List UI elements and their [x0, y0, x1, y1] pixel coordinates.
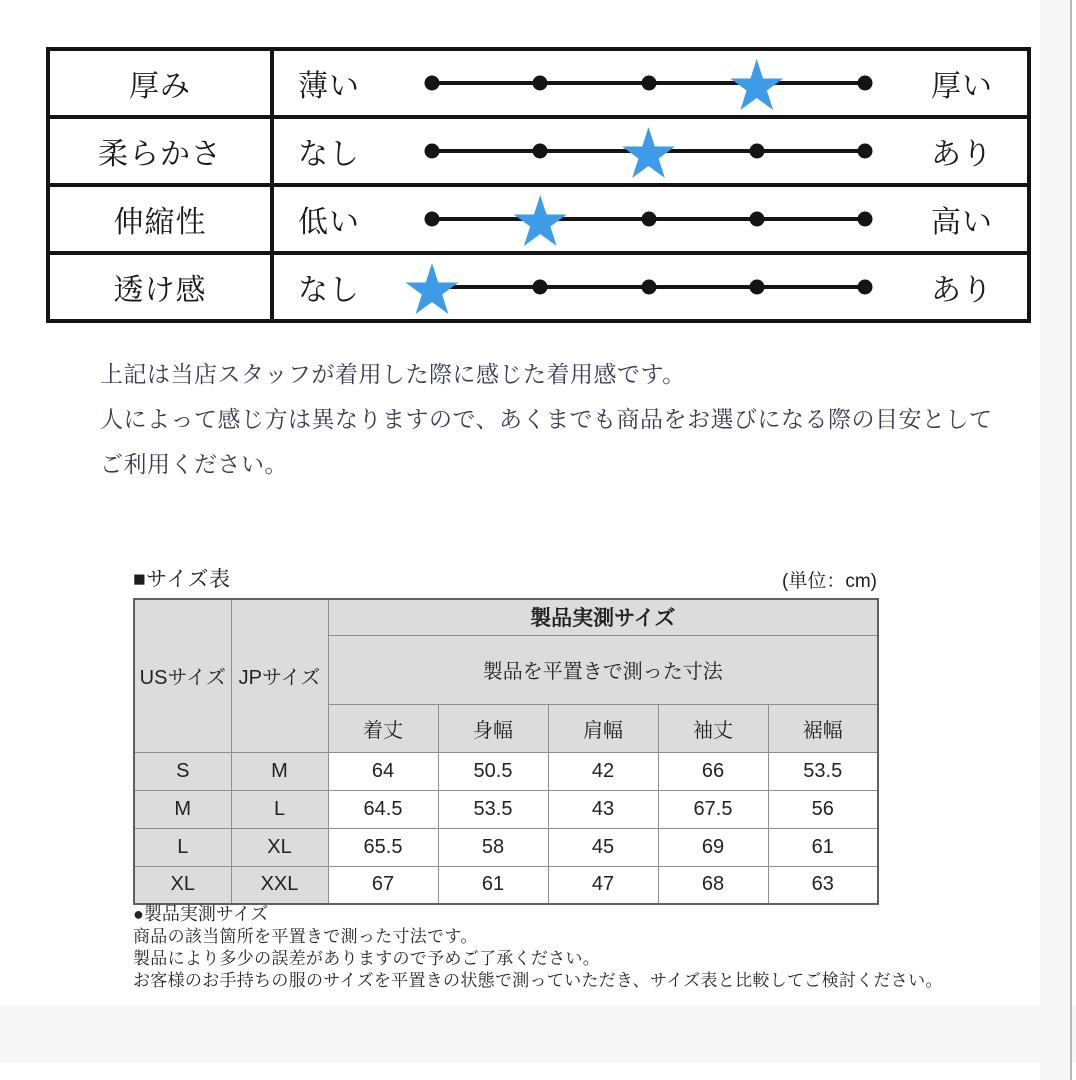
scale-dot-icon	[425, 212, 440, 227]
measurement-cell: 67.5	[658, 790, 768, 828]
scale-min-label: なし	[298, 138, 360, 171]
measurement-cell: 43	[548, 790, 658, 828]
description-line: 上記は当店スタッフが着用した際に感じた着用感です。	[100, 361, 686, 387]
rating-scale	[274, 255, 1027, 319]
measure-header-cell: 裾幅	[768, 704, 878, 752]
measure-header-cell: 肩幅	[548, 704, 658, 752]
fit-rating-table	[46, 47, 1031, 323]
measurement-cell: 42	[548, 752, 658, 790]
bottom-gray-band	[0, 1005, 1076, 1062]
measurement-cell: 56	[768, 790, 878, 828]
scale-max-label: あり	[931, 138, 993, 171]
measurement-cell: 64.5	[328, 790, 438, 828]
scale-dot-icon	[858, 212, 873, 227]
scale-dot-icon	[641, 280, 656, 295]
measurement-cell: 50.5	[438, 752, 548, 790]
size-table-body	[134, 599, 878, 904]
scale-max-label: あり	[931, 274, 993, 307]
measurement-cell: 58	[438, 828, 548, 866]
size-table	[133, 598, 879, 905]
measurement-cell: 63	[768, 866, 878, 904]
size-row	[134, 752, 878, 790]
scale-min-label: なし	[298, 274, 360, 307]
size-row	[134, 828, 878, 866]
rating-scale	[274, 51, 1027, 115]
scale-dot-icon	[425, 76, 440, 91]
group-header-cell: 製品実測サイズ	[328, 599, 878, 635]
size-row	[134, 790, 878, 828]
footnote-line: 商品の該当箇所を平置きで測った寸法です。	[133, 927, 478, 946]
rating-track	[432, 285, 865, 289]
rating-attribute-label: 透け感	[50, 255, 274, 319]
scale-dot-icon	[425, 144, 440, 159]
scale-dot-icon	[749, 280, 764, 295]
jp-size-cell: M	[231, 752, 328, 790]
star-icon	[730, 59, 783, 110]
unit-note: (単位：cm)	[782, 571, 877, 592]
jp-size-cell: XL	[231, 828, 328, 866]
footnote-line: 製品により多少の誤差がありますので予めご了承ください。	[133, 949, 601, 968]
measure-header-cell: 袖丈	[658, 704, 768, 752]
group-subheader-cell: 製品を平置きで測った寸法	[328, 635, 878, 704]
rating-row	[50, 51, 1027, 115]
measurement-cell: 53.5	[768, 752, 878, 790]
jp-size-cell: L	[231, 790, 328, 828]
us-size-cell: XL	[134, 866, 231, 904]
size-chart-heading: ■サイズ表	[133, 568, 231, 591]
measurement-cell: 69	[658, 828, 768, 866]
scale-dot-icon	[749, 212, 764, 227]
size-row	[134, 866, 878, 904]
us-size-cell: M	[134, 790, 231, 828]
scale-dot-icon	[749, 144, 764, 159]
measurement-cell: 45	[548, 828, 658, 866]
measure-header-cell: 身幅	[438, 704, 548, 752]
scale-dot-icon	[641, 76, 656, 91]
scale-min-label: 薄い	[298, 70, 360, 103]
rating-scale	[274, 187, 1027, 251]
scale-min-label: 低い	[298, 206, 360, 239]
rating-attribute-label: 伸縮性	[50, 187, 274, 251]
scale-dot-icon	[533, 76, 548, 91]
footnote-line: お客様のお手持ちの服のサイズを平置きの状態で測っていただき、サイズ表と比較してご検討ください。	[133, 971, 943, 990]
scale-dot-icon	[641, 212, 656, 227]
right-edge-line	[1070, 0, 1072, 1080]
star-icon	[622, 127, 675, 178]
scale-max-label: 高い	[931, 206, 993, 239]
measurement-cell: 61	[768, 828, 878, 866]
rating-row	[50, 115, 1027, 183]
rating-scale	[274, 119, 1027, 183]
right-gray-strip	[1040, 0, 1070, 1080]
us-size-cell: L	[134, 828, 231, 866]
star-icon	[406, 263, 459, 314]
measurement-cell: 47	[548, 866, 658, 904]
size-table-group-header-row	[134, 599, 878, 635]
us-size-header-cell: USサイズ	[134, 599, 231, 752]
measurement-cell: 68	[658, 866, 768, 904]
scale-dot-icon	[858, 144, 873, 159]
rating-track	[432, 81, 865, 85]
scale-dot-icon	[533, 144, 548, 159]
star-icon	[514, 195, 567, 246]
measurement-cell: 67	[328, 866, 438, 904]
scale-dot-icon	[858, 76, 873, 91]
measurement-cell: 66	[658, 752, 768, 790]
scale-max-label: 厚い	[931, 70, 993, 103]
jp-size-header-cell: JPサイズ	[231, 599, 328, 752]
footnote-heading: ●製品実測サイズ	[133, 904, 269, 924]
measurement-cell: 53.5	[438, 790, 548, 828]
us-size-cell: S	[134, 752, 231, 790]
description-line: ご利用ください。	[100, 451, 288, 477]
jp-size-cell: XXL	[231, 866, 328, 904]
measurement-cell: 65.5	[328, 828, 438, 866]
rating-row	[50, 183, 1027, 251]
measure-header-cell: 着丈	[328, 704, 438, 752]
measurement-cell: 64	[328, 752, 438, 790]
scale-dot-icon	[858, 280, 873, 295]
size-section-header	[133, 563, 877, 593]
rating-track	[432, 217, 865, 221]
fit-description	[100, 352, 1000, 487]
description-line: 人によって感じ方は異なりますので、あくまでも商品をお選びになる際の目安として	[100, 406, 993, 432]
rating-row	[50, 251, 1027, 319]
rating-attribute-label: 柔らかさ	[50, 119, 274, 183]
scale-dot-icon	[533, 280, 548, 295]
rating-attribute-label: 厚み	[50, 51, 274, 115]
footnotes	[133, 903, 1033, 992]
rating-track	[432, 149, 865, 153]
measurement-cell: 61	[438, 866, 548, 904]
